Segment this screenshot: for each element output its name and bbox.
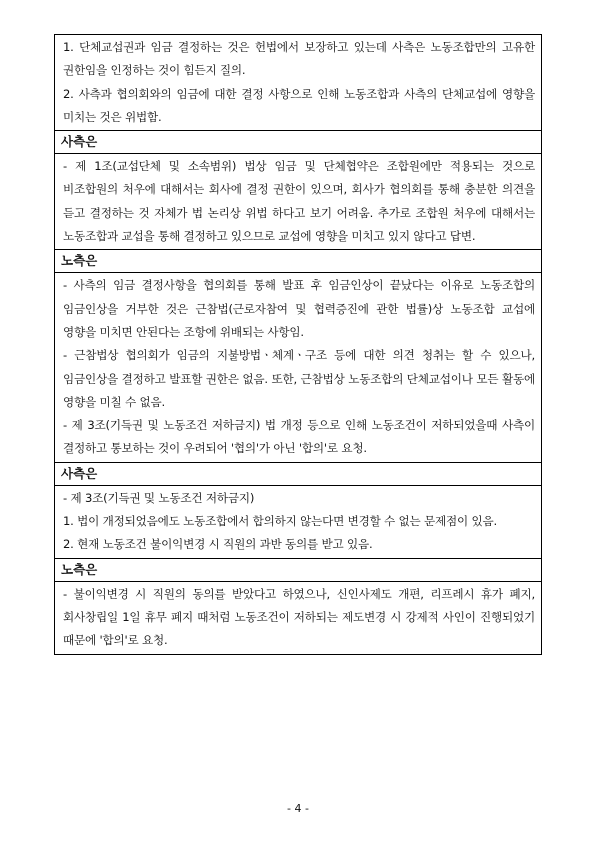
page-number: - 4 - [287,802,309,815]
paragraph: - 제 3조(기득권 및 노동조건 저하금지) 법 개정 등으로 인해 노동조건이 저하되었을때 사측이 결정하고 통보하는 것이 우려되어 '협의'가 아닌 '합의'로 요청. [63,418,535,456]
document-body [54,34,542,655]
paragraph: - 제 3조(기득권 및 노동조건 저하금지) [63,490,255,505]
section-heading: 사측은 [55,462,541,485]
section-heading: 사측은 [55,130,541,153]
content-block [55,581,541,654]
content-block [55,35,541,130]
section-heading: 노측은 [55,249,541,272]
paragraph: 1. 단체교섭권과 임금 결정하는 것은 헌법에서 보장하고 있는데 사측은 노동조합만의 고유한 권한임을 인정하는 것이 힘든지 질의. [63,40,535,78]
content-block [55,153,541,249]
paragraph: - 제 1조(교섭단체 및 소속범위) 법상 임금 및 단체협약은 조합원에만 적용되는 것으로 비조합원의 처우에 대해서는 회사에 결정 권한이 있으며, 회사가 협의회를 통해 충분한 의견을 듣고 결정하는 것 자체가 법 논리상 위법 하다고 보기 어려움. 추가로 조합원 처우에 대해서는 노동조합과 교섭을 통해 결정하고 있으므로 교섭에 영향을 미치고 있지 않다고 답변. [63,159,535,244]
paragraph: 2. 사측과 협의회와의 임금에 대한 결정 사항으로 인해 노동조합과 사측의 단체교섭에 영향을 미치는 것은 위법함. [63,86,535,124]
content-block [55,272,541,461]
paragraph: 1. 법이 개정되었음에도 노동조합에서 합의하지 않는다면 변경할 수 없는 문제점이 있음. [63,514,497,529]
paragraph: - 불이익변경 시 직원의 동의를 받았다고 하였으나, 신인사제도 개편, 리프레시 휴가 폐지, 회사창립일 1일 휴무 폐지 때처럼 노동조건이 저하되는 제도변경 시 강제적 사인이 진행되었기 때문에 '합의'로 요청. [63,586,535,648]
paragraph: - 사측의 임금 결정사항을 협의회를 통해 발표 후 임금인상이 끝났다는 이유로 노동조합의 임금인상을 거부한 것은 근참법(근로자참여 및 협력증진에 관한 법률)상 노동조합 교섭에 영향을 미치면 안된다는 조항에 위배되는 사항임. [63,278,535,339]
paragraph: - 근참법상 협의회가 임금의 지불방법ㆍ체계ㆍ구조 등에 대한 의견 청취는 할 수 있으나, 임금인상을 결정하고 발표할 권한은 없음. 또한, 근참법상 노동조합의 단체교섭이나 모든 활동에 영향을 미칠 수 없음. [63,348,535,409]
paragraph: 2. 현재 노동조건 불이익변경 시 직원의 과반 동의를 받고 있음. [63,537,373,552]
content-block [55,485,541,558]
section-heading: 노측은 [55,558,541,581]
